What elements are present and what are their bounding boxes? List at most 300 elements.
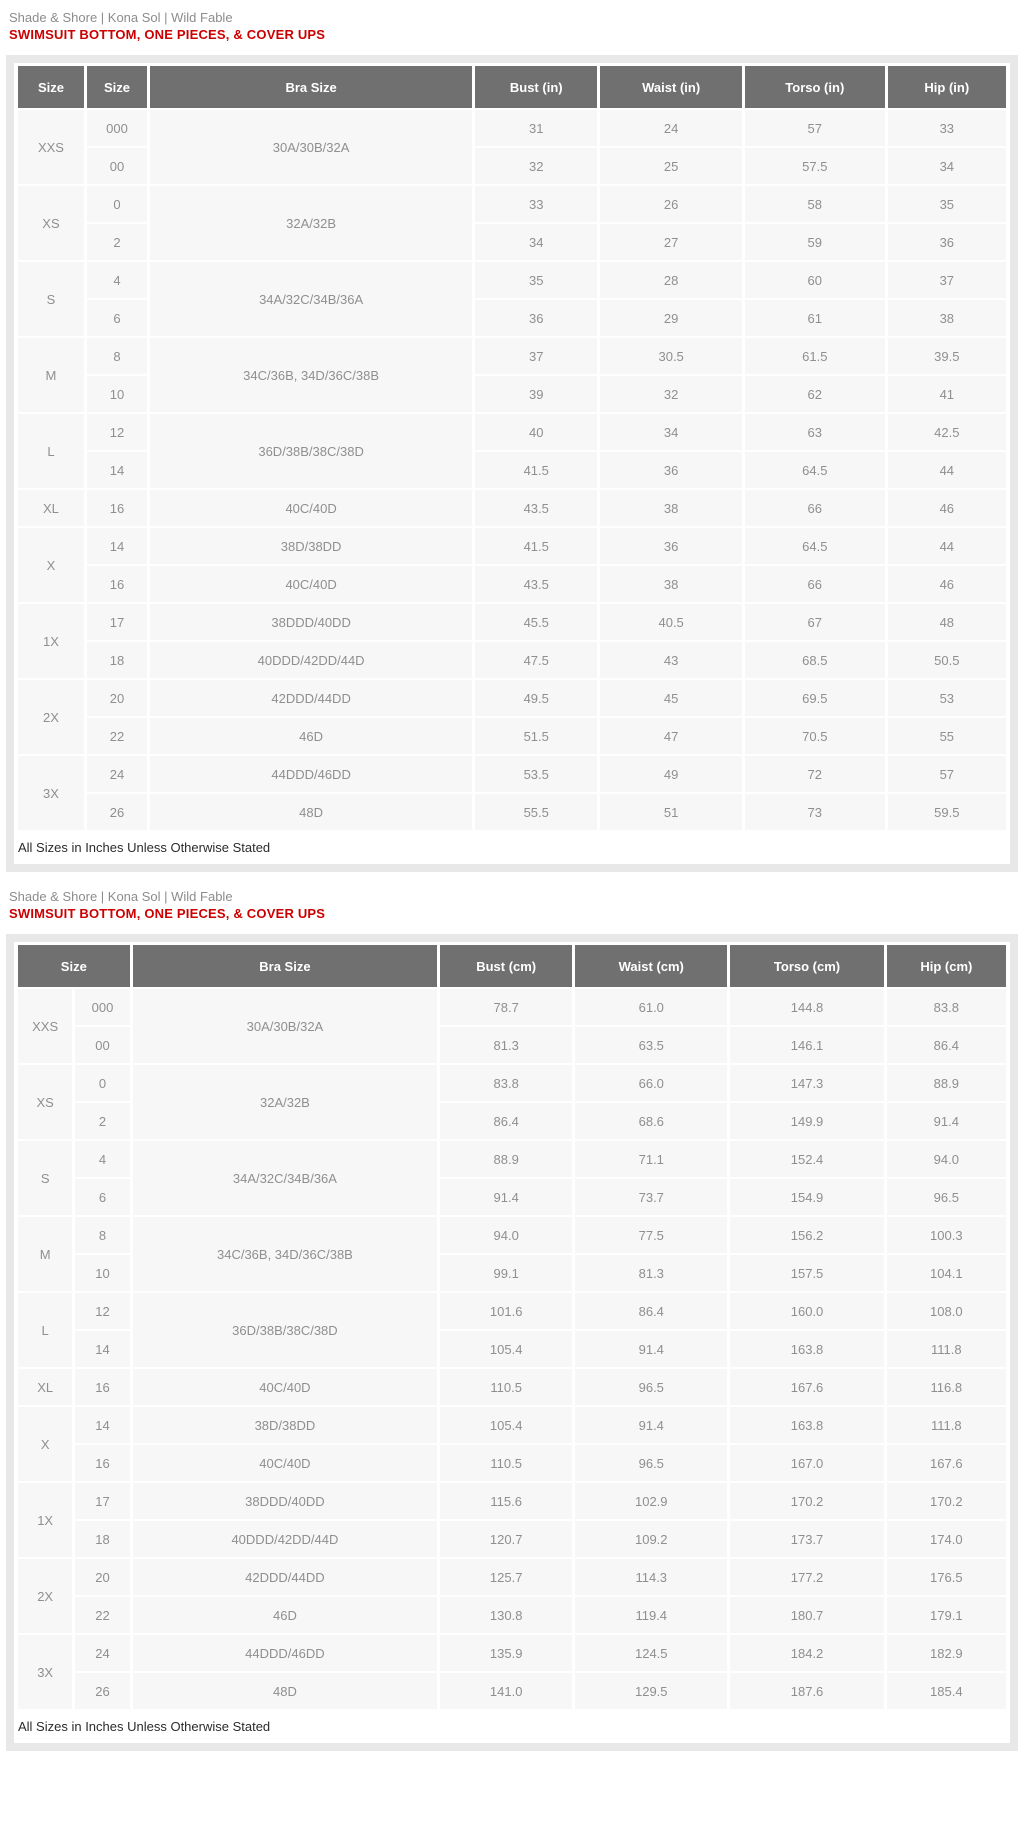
bust-cell: 47.5 — [475, 642, 597, 678]
waist-cell: 91.4 — [575, 1331, 727, 1367]
waist-cell: 43 — [600, 642, 742, 678]
hip-cell: 100.3 — [887, 1217, 1006, 1253]
hip-cell: 37 — [888, 262, 1006, 298]
bust-cell: 43.5 — [475, 566, 597, 602]
bra-size-cell: 40C/40D — [133, 1369, 438, 1405]
hip-cell: 44 — [888, 528, 1006, 564]
waist-cell: 27 — [600, 224, 742, 260]
hip-cell: 86.4 — [887, 1027, 1006, 1063]
column-header: Hip (in) — [888, 66, 1006, 108]
bust-cell: 78.7 — [440, 989, 572, 1025]
chart-panel — [6, 55, 1018, 872]
size-group-cell: 3X — [18, 1635, 72, 1709]
hip-cell: 108.0 — [887, 1293, 1006, 1329]
size-group-cell: L — [18, 414, 84, 488]
bust-cell: 51.5 — [475, 718, 597, 754]
bust-cell: 41.5 — [475, 528, 597, 564]
hip-cell: 38 — [888, 300, 1006, 336]
size-group-cell: XL — [18, 490, 84, 526]
waist-cell: 30.5 — [600, 338, 742, 374]
size-row — [18, 1673, 1006, 1709]
waist-cell: 102.9 — [575, 1483, 727, 1519]
size-group-cell: 2X — [18, 680, 84, 754]
waist-cell: 32 — [600, 376, 742, 412]
waist-cell: 63.5 — [575, 1027, 727, 1063]
numeric-size-cell: 00 — [75, 1027, 129, 1063]
torso-cell: 67 — [745, 604, 885, 640]
numeric-size-cell: 12 — [87, 414, 147, 450]
size-chart-section-inches — [6, 9, 1018, 872]
numeric-size-cell: 000 — [87, 110, 147, 146]
bust-cell: 94.0 — [440, 1217, 572, 1253]
size-row — [18, 1521, 1006, 1557]
torso-cell: 163.8 — [730, 1407, 883, 1443]
torso-cell: 57 — [745, 110, 885, 146]
size-row — [18, 186, 1006, 222]
numeric-size-cell: 22 — [75, 1597, 129, 1633]
bust-cell: 35 — [475, 262, 597, 298]
torso-cell: 60 — [745, 262, 885, 298]
numeric-size-cell: 24 — [75, 1635, 129, 1671]
brand-breadcrumb: Shade & Shore | Kona Sol | Wild Fable — [9, 889, 233, 904]
waist-cell: 96.5 — [575, 1369, 727, 1405]
size-row — [18, 566, 1006, 602]
bra-size-cell: 32A/32B — [133, 1065, 438, 1139]
size-group-cell: S — [18, 262, 84, 336]
numeric-size-cell: 0 — [75, 1065, 129, 1101]
size-chart-table-cm — [15, 943, 1009, 1711]
column-header: Size — [18, 945, 130, 987]
numeric-size-cell: 16 — [87, 566, 147, 602]
numeric-size-cell: 18 — [75, 1521, 129, 1557]
torso-cell: 160.0 — [730, 1293, 883, 1329]
size-group-cell: XXS — [18, 110, 84, 184]
bra-size-cell: 40C/40D — [133, 1445, 438, 1481]
size-group-cell: XL — [18, 1369, 72, 1405]
hip-cell: 179.1 — [887, 1597, 1006, 1633]
size-group-cell: XS — [18, 1065, 72, 1139]
numeric-size-cell: 18 — [87, 642, 147, 678]
torso-cell: 170.2 — [730, 1483, 883, 1519]
bra-size-cell: 32A/32B — [150, 186, 472, 260]
bra-size-cell: 34C/36B, 34D/36C/38B — [133, 1217, 438, 1291]
size-row — [18, 604, 1006, 640]
waist-cell: 40.5 — [600, 604, 742, 640]
size-group-cell: 1X — [18, 604, 84, 678]
numeric-size-cell: 20 — [75, 1559, 129, 1595]
torso-cell: 61.5 — [745, 338, 885, 374]
table-header — [18, 945, 1006, 987]
size-row — [18, 338, 1006, 374]
size-group-cell: X — [18, 1407, 72, 1481]
bust-cell: 101.6 — [440, 1293, 572, 1329]
waist-cell: 28 — [600, 262, 742, 298]
column-header: Waist (cm) — [575, 945, 727, 987]
size-row — [18, 1559, 1006, 1595]
bust-cell: 105.4 — [440, 1331, 572, 1367]
bra-size-cell: 30A/30B/32A — [133, 989, 438, 1063]
units-footnote: All Sizes in Inches Unless Otherwise Stated — [15, 832, 1009, 864]
numeric-size-cell: 22 — [87, 718, 147, 754]
hip-cell: 104.1 — [887, 1255, 1006, 1291]
torso-cell: 72 — [745, 756, 885, 792]
numeric-size-cell: 2 — [87, 224, 147, 260]
size-row — [18, 1483, 1006, 1519]
numeric-size-cell: 14 — [75, 1331, 129, 1367]
torso-cell: 68.5 — [745, 642, 885, 678]
bust-cell: 49.5 — [475, 680, 597, 716]
header-row — [18, 66, 1006, 108]
bust-cell: 55.5 — [475, 794, 597, 830]
size-group-cell: 3X — [18, 756, 84, 830]
torso-cell: 57.5 — [745, 148, 885, 184]
torso-cell: 157.5 — [730, 1255, 883, 1291]
numeric-size-cell: 8 — [75, 1217, 129, 1253]
bra-size-cell: 42DDD/44DD — [150, 680, 472, 716]
hip-cell: 59.5 — [888, 794, 1006, 830]
waist-cell: 36 — [600, 452, 742, 488]
bra-size-cell: 44DDD/46DD — [133, 1635, 438, 1671]
units-footnote: All Sizes in Inches Unless Otherwise Stated — [15, 1711, 1009, 1743]
waist-cell: 38 — [600, 566, 742, 602]
bust-cell: 39 — [475, 376, 597, 412]
bust-cell: 141.0 — [440, 1673, 572, 1709]
hip-cell: 111.8 — [887, 1331, 1006, 1367]
numeric-size-cell: 16 — [75, 1369, 129, 1405]
bra-size-cell: 48D — [133, 1673, 438, 1709]
hip-cell: 39.5 — [888, 338, 1006, 374]
bust-cell: 130.8 — [440, 1597, 572, 1633]
bra-size-cell: 30A/30B/32A — [150, 110, 472, 184]
bra-size-cell: 38D/38DD — [150, 528, 472, 564]
table-header — [18, 66, 1006, 108]
bra-size-cell: 40C/40D — [150, 490, 472, 526]
hip-cell: 48 — [888, 604, 1006, 640]
bust-cell: 43.5 — [475, 490, 597, 526]
torso-cell: 146.1 — [730, 1027, 883, 1063]
torso-cell: 144.8 — [730, 989, 883, 1025]
numeric-size-cell: 10 — [87, 376, 147, 412]
bra-size-cell: 36D/38B/38C/38D — [150, 414, 472, 488]
size-row — [18, 1293, 1006, 1329]
hip-cell: 91.4 — [887, 1103, 1006, 1139]
size-row — [18, 1597, 1006, 1633]
bust-cell: 40 — [475, 414, 597, 450]
size-row — [18, 1217, 1006, 1253]
bra-size-cell: 42DDD/44DD — [133, 1559, 438, 1595]
bra-size-cell: 46D — [133, 1597, 438, 1633]
bra-size-cell: 38DDD/40DD — [150, 604, 472, 640]
hip-cell: 182.9 — [887, 1635, 1006, 1671]
numeric-size-cell: 17 — [75, 1483, 129, 1519]
hip-cell: 33 — [888, 110, 1006, 146]
section-titles — [9, 9, 1018, 43]
waist-cell: 26 — [600, 186, 742, 222]
hip-cell: 44 — [888, 452, 1006, 488]
size-group-cell: M — [18, 338, 84, 412]
size-row — [18, 414, 1006, 450]
numeric-size-cell: 6 — [75, 1179, 129, 1215]
numeric-size-cell: 12 — [75, 1293, 129, 1329]
bra-size-cell: 34A/32C/34B/36A — [133, 1141, 438, 1215]
waist-cell: 34 — [600, 414, 742, 450]
size-row — [18, 756, 1006, 792]
waist-cell: 47 — [600, 718, 742, 754]
torso-cell: 184.2 — [730, 1635, 883, 1671]
size-row — [18, 642, 1006, 678]
waist-cell: 91.4 — [575, 1407, 727, 1443]
numeric-size-cell: 26 — [87, 794, 147, 830]
bust-cell: 91.4 — [440, 1179, 572, 1215]
bust-cell: 37 — [475, 338, 597, 374]
waist-cell: 81.3 — [575, 1255, 727, 1291]
hip-cell: 41 — [888, 376, 1006, 412]
size-group-cell: 1X — [18, 1483, 72, 1557]
hip-cell: 42.5 — [888, 414, 1006, 450]
numeric-size-cell: 14 — [87, 528, 147, 564]
bust-cell: 53.5 — [475, 756, 597, 792]
torso-cell: 152.4 — [730, 1141, 883, 1177]
hip-cell: 176.5 — [887, 1559, 1006, 1595]
hip-cell: 46 — [888, 490, 1006, 526]
bra-size-cell: 46D — [150, 718, 472, 754]
bust-cell: 88.9 — [440, 1141, 572, 1177]
hip-cell: 50.5 — [888, 642, 1006, 678]
bust-cell: 86.4 — [440, 1103, 572, 1139]
column-header: Hip (cm) — [887, 945, 1006, 987]
waist-cell: 38 — [600, 490, 742, 526]
bra-size-cell: 34C/36B, 34D/36C/38B — [150, 338, 472, 412]
torso-cell: 61 — [745, 300, 885, 336]
waist-cell: 51 — [600, 794, 742, 830]
size-row — [18, 1369, 1006, 1405]
bust-cell: 120.7 — [440, 1521, 572, 1557]
size-group-cell: XXS — [18, 989, 72, 1063]
torso-cell: 62 — [745, 376, 885, 412]
waist-cell: 71.1 — [575, 1141, 727, 1177]
size-row — [18, 262, 1006, 298]
torso-cell: 149.9 — [730, 1103, 883, 1139]
size-row — [18, 718, 1006, 754]
torso-cell: 64.5 — [745, 452, 885, 488]
hip-cell: 34 — [888, 148, 1006, 184]
waist-cell: 36 — [600, 528, 742, 564]
hip-cell: 185.4 — [887, 1673, 1006, 1709]
size-group-cell: X — [18, 528, 84, 602]
bust-cell: 99.1 — [440, 1255, 572, 1291]
hip-cell: 88.9 — [887, 1065, 1006, 1101]
size-row — [18, 528, 1006, 564]
bust-cell: 31 — [475, 110, 597, 146]
hip-cell: 53 — [888, 680, 1006, 716]
numeric-size-cell: 16 — [75, 1445, 129, 1481]
bust-cell: 135.9 — [440, 1635, 572, 1671]
size-row — [18, 490, 1006, 526]
waist-cell: 45 — [600, 680, 742, 716]
bra-size-cell: 36D/38B/38C/38D — [133, 1293, 438, 1367]
chart-panel — [6, 934, 1018, 1751]
table-wrapper — [14, 942, 1010, 1743]
bra-size-cell: 34A/32C/34B/36A — [150, 262, 472, 336]
waist-cell: 114.3 — [575, 1559, 727, 1595]
numeric-size-cell: 4 — [87, 262, 147, 298]
column-header: Bra Size — [150, 66, 472, 108]
bust-cell: 110.5 — [440, 1445, 572, 1481]
size-row — [18, 1141, 1006, 1177]
torso-cell: 167.0 — [730, 1445, 883, 1481]
column-header: Waist (in) — [600, 66, 742, 108]
torso-cell: 173.7 — [730, 1521, 883, 1557]
bra-size-cell: 44DDD/46DD — [150, 756, 472, 792]
column-header: Bust (cm) — [440, 945, 572, 987]
size-row — [18, 110, 1006, 146]
hip-cell: 111.8 — [887, 1407, 1006, 1443]
torso-cell: 59 — [745, 224, 885, 260]
hip-cell: 55 — [888, 718, 1006, 754]
hip-cell: 35 — [888, 186, 1006, 222]
size-group-cell: M — [18, 1217, 72, 1291]
numeric-size-cell: 24 — [87, 756, 147, 792]
bust-cell: 125.7 — [440, 1559, 572, 1595]
bust-cell: 36 — [475, 300, 597, 336]
numeric-size-cell: 10 — [75, 1255, 129, 1291]
torso-cell: 69.5 — [745, 680, 885, 716]
size-row — [18, 1635, 1006, 1671]
header-row — [18, 945, 1006, 987]
size-group-cell: S — [18, 1141, 72, 1215]
column-header: Size — [87, 66, 147, 108]
size-row — [18, 989, 1006, 1025]
column-header: Torso (in) — [745, 66, 885, 108]
hip-cell: 46 — [888, 566, 1006, 602]
torso-cell: 156.2 — [730, 1217, 883, 1253]
numeric-size-cell: 0 — [87, 186, 147, 222]
size-chart-section-cm — [6, 888, 1018, 1751]
size-chart-table-inches — [15, 64, 1009, 832]
waist-cell: 61.0 — [575, 989, 727, 1025]
numeric-size-cell: 20 — [87, 680, 147, 716]
numeric-size-cell: 8 — [87, 338, 147, 374]
hip-cell: 170.2 — [887, 1483, 1006, 1519]
bra-size-cell: 40DDD/42DD/44D — [133, 1521, 438, 1557]
bra-size-cell: 40DDD/42DD/44D — [150, 642, 472, 678]
bust-cell: 81.3 — [440, 1027, 572, 1063]
waist-cell: 68.6 — [575, 1103, 727, 1139]
bra-size-cell: 48D — [150, 794, 472, 830]
size-row — [18, 1065, 1006, 1101]
column-header: Torso (cm) — [730, 945, 883, 987]
numeric-size-cell: 14 — [87, 452, 147, 488]
torso-cell: 147.3 — [730, 1065, 883, 1101]
bust-cell: 115.6 — [440, 1483, 572, 1519]
torso-cell: 177.2 — [730, 1559, 883, 1595]
torso-cell: 163.8 — [730, 1331, 883, 1367]
waist-cell: 109.2 — [575, 1521, 727, 1557]
waist-cell: 119.4 — [575, 1597, 727, 1633]
torso-cell: 70.5 — [745, 718, 885, 754]
bra-size-cell: 40C/40D — [150, 566, 472, 602]
waist-cell: 77.5 — [575, 1217, 727, 1253]
torso-cell: 58 — [745, 186, 885, 222]
torso-cell: 66 — [745, 490, 885, 526]
numeric-size-cell: 2 — [75, 1103, 129, 1139]
waist-cell: 96.5 — [575, 1445, 727, 1481]
bust-cell: 33 — [475, 186, 597, 222]
hip-cell: 167.6 — [887, 1445, 1006, 1481]
numeric-size-cell: 4 — [75, 1141, 129, 1177]
waist-cell: 29 — [600, 300, 742, 336]
bra-size-cell: 38D/38DD — [133, 1407, 438, 1443]
numeric-size-cell: 14 — [75, 1407, 129, 1443]
size-group-cell: XS — [18, 186, 84, 260]
torso-cell: 187.6 — [730, 1673, 883, 1709]
waist-cell: 124.5 — [575, 1635, 727, 1671]
bust-cell: 105.4 — [440, 1407, 572, 1443]
bust-cell: 41.5 — [475, 452, 597, 488]
table-body — [18, 989, 1006, 1709]
hip-cell: 94.0 — [887, 1141, 1006, 1177]
torso-cell: 73 — [745, 794, 885, 830]
waist-cell: 49 — [600, 756, 742, 792]
hip-cell: 96.5 — [887, 1179, 1006, 1215]
bust-cell: 32 — [475, 148, 597, 184]
column-header: Size — [18, 66, 84, 108]
numeric-size-cell: 26 — [75, 1673, 129, 1709]
hip-cell: 83.8 — [887, 989, 1006, 1025]
waist-cell: 73.7 — [575, 1179, 727, 1215]
bust-cell: 45.5 — [475, 604, 597, 640]
torso-cell: 167.6 — [730, 1369, 883, 1405]
bust-cell: 34 — [475, 224, 597, 260]
hip-cell: 174.0 — [887, 1521, 1006, 1557]
section-titles — [9, 888, 1018, 922]
size-row — [18, 680, 1006, 716]
numeric-size-cell: 000 — [75, 989, 129, 1025]
torso-cell: 63 — [745, 414, 885, 450]
waist-cell: 24 — [600, 110, 742, 146]
table-wrapper — [14, 63, 1010, 864]
numeric-size-cell: 17 — [87, 604, 147, 640]
size-row — [18, 1445, 1006, 1481]
brand-breadcrumb: Shade & Shore | Kona Sol | Wild Fable — [9, 10, 233, 25]
waist-cell: 129.5 — [575, 1673, 727, 1709]
category-title: SWIMSUIT BOTTOM, ONE PIECES, & COVER UPS — [9, 27, 326, 42]
torso-cell: 64.5 — [745, 528, 885, 564]
bust-cell: 83.8 — [440, 1065, 572, 1101]
torso-cell: 180.7 — [730, 1597, 883, 1633]
waist-cell: 25 — [600, 148, 742, 184]
category-title: SWIMSUIT BOTTOM, ONE PIECES, & COVER UPS — [9, 906, 326, 921]
size-row — [18, 794, 1006, 830]
torso-cell: 66 — [745, 566, 885, 602]
bra-size-cell: 38DDD/40DD — [133, 1483, 438, 1519]
numeric-size-cell: 6 — [87, 300, 147, 336]
torso-cell: 154.9 — [730, 1179, 883, 1215]
numeric-size-cell: 00 — [87, 148, 147, 184]
size-row — [18, 1407, 1006, 1443]
hip-cell: 57 — [888, 756, 1006, 792]
hip-cell: 36 — [888, 224, 1006, 260]
waist-cell: 86.4 — [575, 1293, 727, 1329]
size-group-cell: L — [18, 1293, 72, 1367]
column-header: Bra Size — [133, 945, 438, 987]
hip-cell: 116.8 — [887, 1369, 1006, 1405]
size-group-cell: 2X — [18, 1559, 72, 1633]
numeric-size-cell: 16 — [87, 490, 147, 526]
bust-cell: 110.5 — [440, 1369, 572, 1405]
waist-cell: 66.0 — [575, 1065, 727, 1101]
column-header: Bust (in) — [475, 66, 597, 108]
